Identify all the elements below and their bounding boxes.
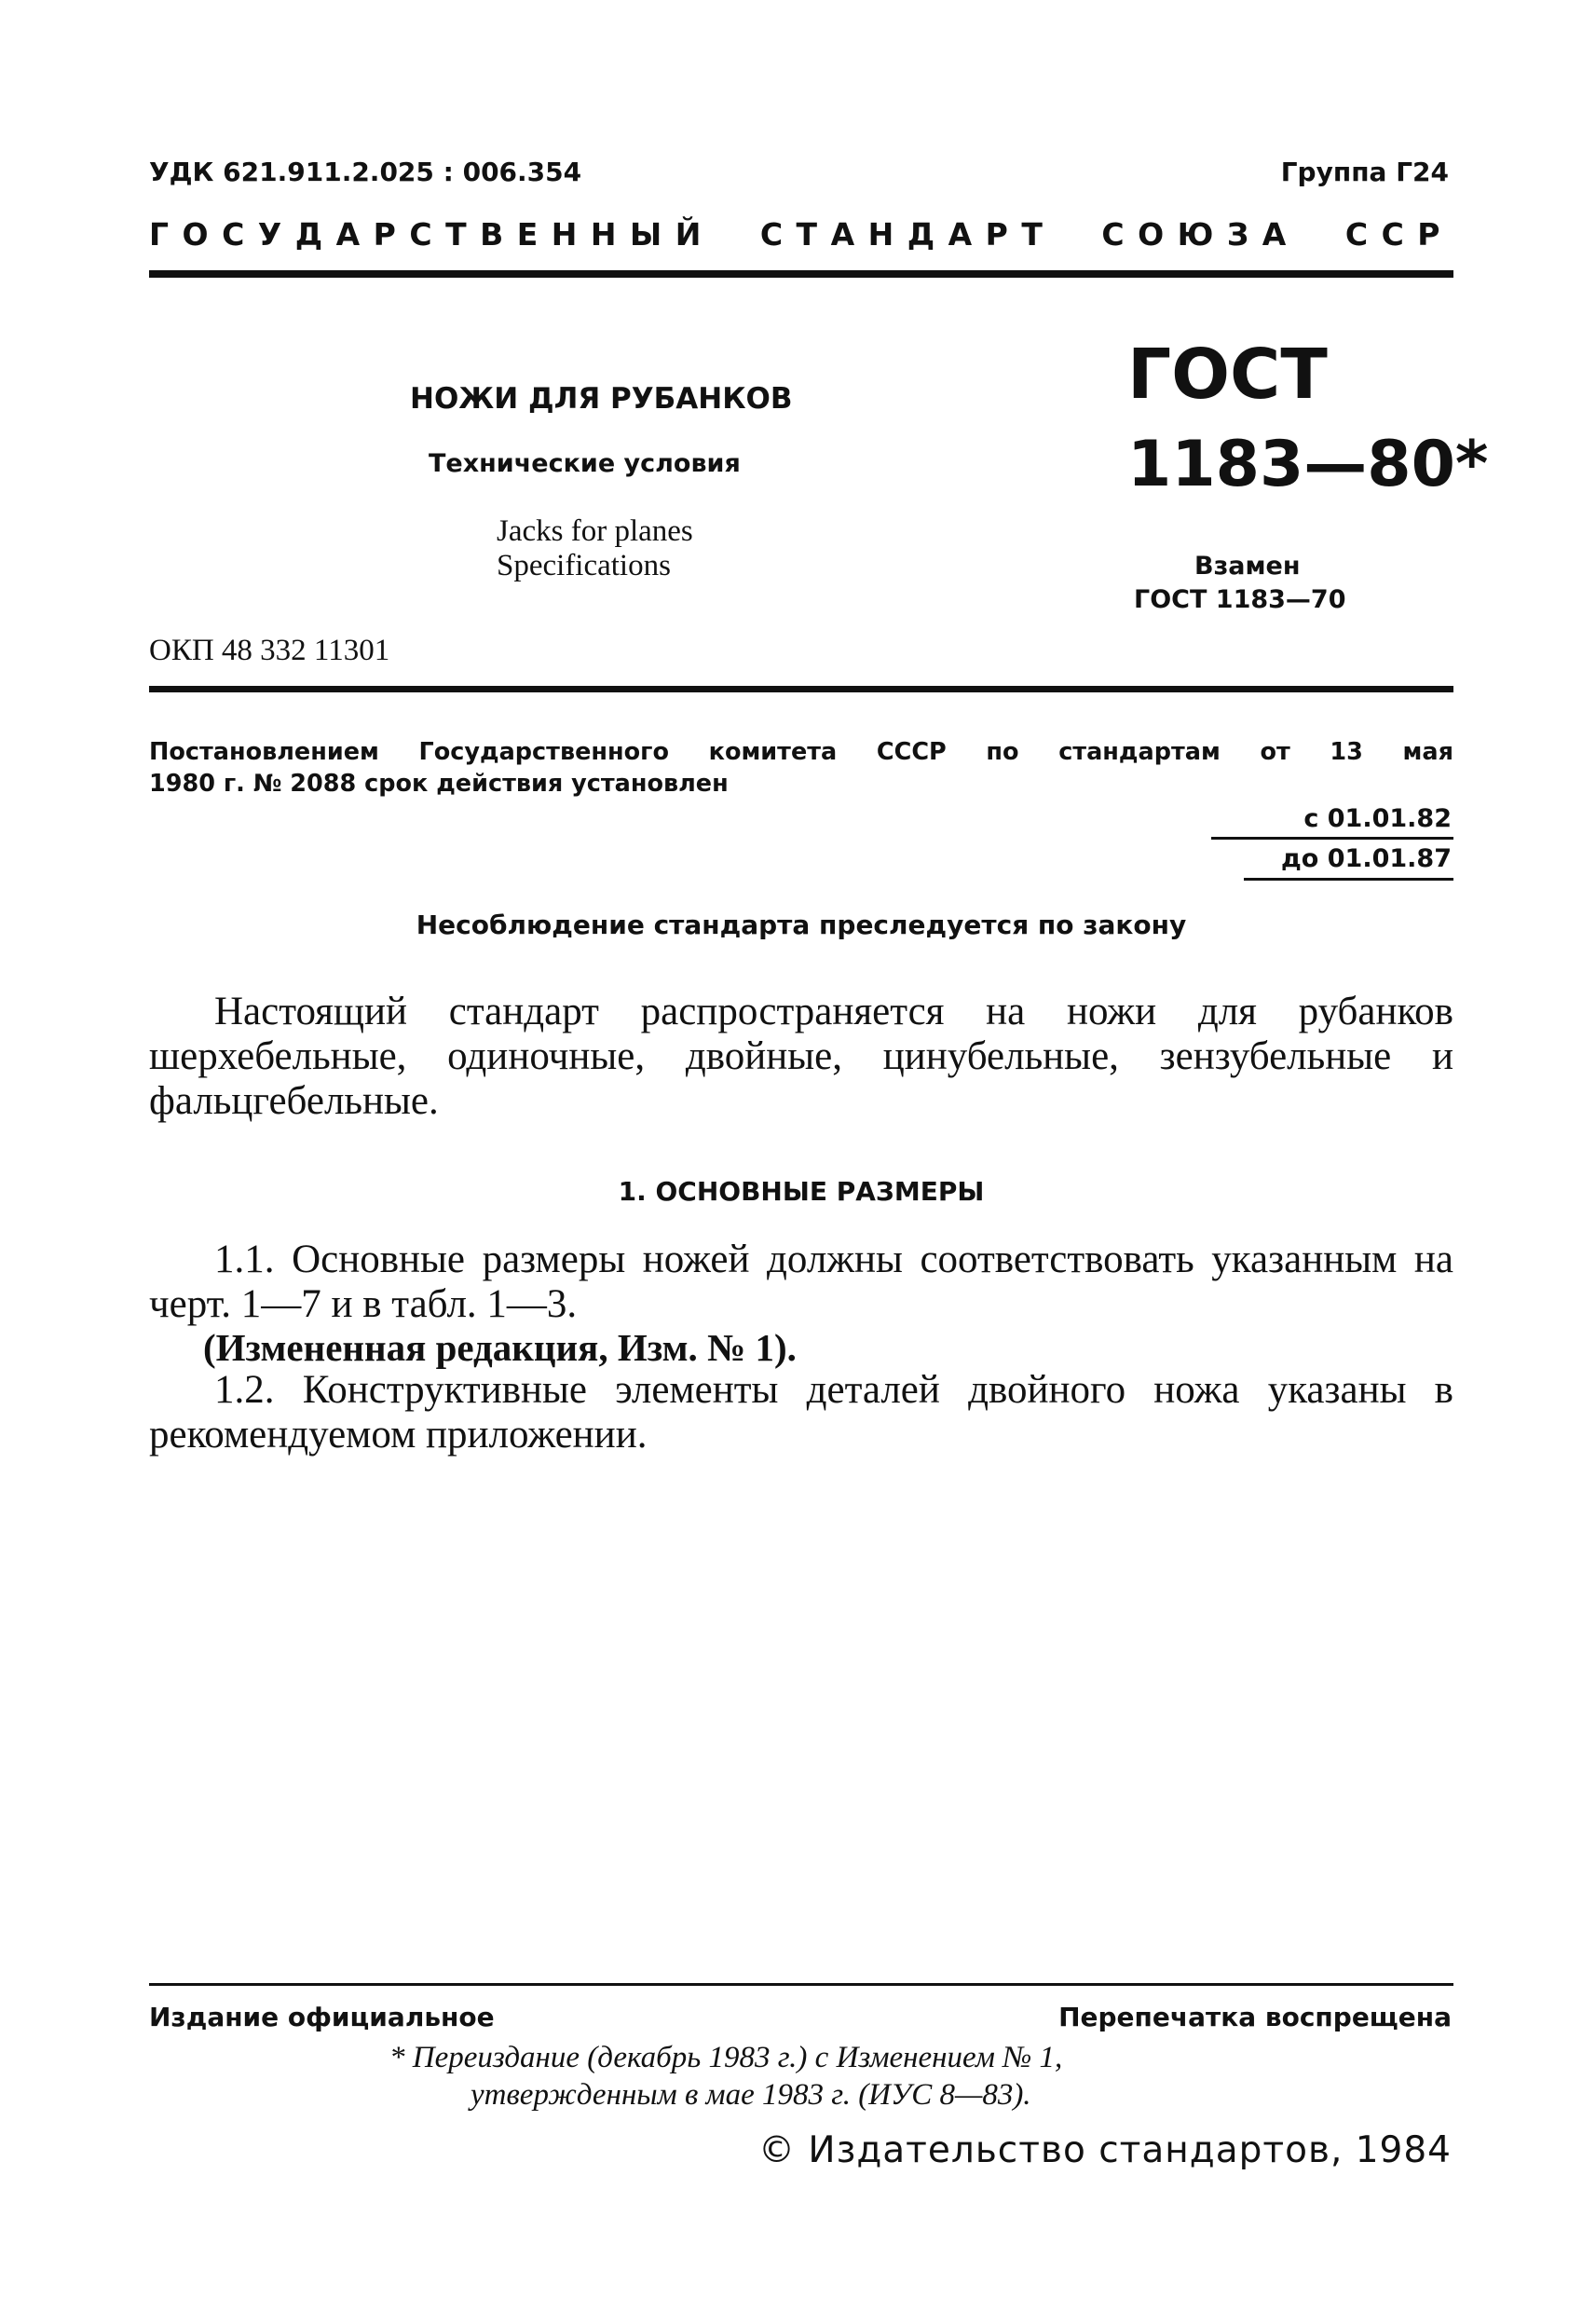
reprint-prohibited-label: Перепечатка воспрещена (1058, 2002, 1452, 2032)
valid-to-rule (1244, 878, 1453, 881)
document-title: НОЖИ ДЛЯ РУБАНКОВ (410, 382, 793, 416)
okp-code: ОКП 48 332 11301 (149, 634, 390, 667)
decree-line-1: Постановлением Государственного комитета СССР по стандартам от 13 мая (149, 738, 1453, 766)
banner-word-4: ССР (1344, 216, 1453, 253)
legal-warning: Несоблюдение стандарта преследуется по закону (416, 910, 1187, 940)
intro-paragraph: Настоящий стандарт распространяется на ножи для рубанков шерхебельные, одиночные, двойные, цинубельные, зензубельные и фальцгебельные. (149, 990, 1453, 1123)
copyright-icon: © (758, 2129, 796, 2171)
banner-word-1: ГОСУДАРСТВЕННЫЙ (149, 216, 715, 253)
gost-label: ГОСТ (1127, 335, 1328, 415)
gost-number: 1183—80* (1127, 428, 1489, 501)
publisher-line (758, 2129, 1452, 2171)
group-code: Группа Г24 (1280, 157, 1449, 187)
valid-to-date: до 01.01.87 (1281, 844, 1452, 873)
title-block-rule (149, 686, 1453, 692)
banner-word-2: СТАНДАРТ (759, 216, 1057, 253)
document-subtitle: Технические условия (429, 449, 741, 478)
section-1-heading: 1. ОСНОВНЫЕ РАЗМЕРЫ (618, 1176, 985, 1207)
header-thick-rule (149, 270, 1453, 278)
reissue-note-line-1: * Переиздание (декабрь 1983 г.) с Изменением № 1, (389, 2041, 1063, 2074)
official-edition-label: Издание официальное (149, 2002, 495, 2032)
udk-code: УДК 621.911.2.025 : 006.354 (149, 157, 582, 187)
amendment-note: (Измененная редакция, Изм. № 1). (203, 1326, 797, 1369)
footer-rule (149, 1983, 1453, 1986)
decree-line-2: 1980 г. № 2088 срок действия установлен (149, 770, 729, 798)
english-subtitle: Specifications (497, 549, 671, 582)
publisher-name: Издательство стандартов, 1984 (808, 2129, 1452, 2171)
replaces-label: Взамен (1194, 552, 1301, 581)
valid-from-date: с 01.01.82 (1303, 804, 1452, 833)
valid-from-rule (1211, 837, 1453, 840)
english-title: Jacks for planes (497, 514, 693, 548)
reissue-note-line-2: утвержденным в мае 1983 г. (ИУС 8—83). (471, 2078, 1031, 2112)
banner-word-3: СОЮЗА (1101, 216, 1300, 253)
state-standard-banner (149, 216, 1453, 253)
clause-1-2: 1.2. Конструктивные элементы деталей двойного ножа указаны в рекомендуемом приложении. (149, 1368, 1453, 1457)
replaces-value: ГОСТ 1183—70 (1134, 585, 1346, 614)
clause-1-1: 1.1. Основные размеры ножей должны соответствовать указанным на черт. 1—7 и в табл. 1—3. (149, 1238, 1453, 1326)
